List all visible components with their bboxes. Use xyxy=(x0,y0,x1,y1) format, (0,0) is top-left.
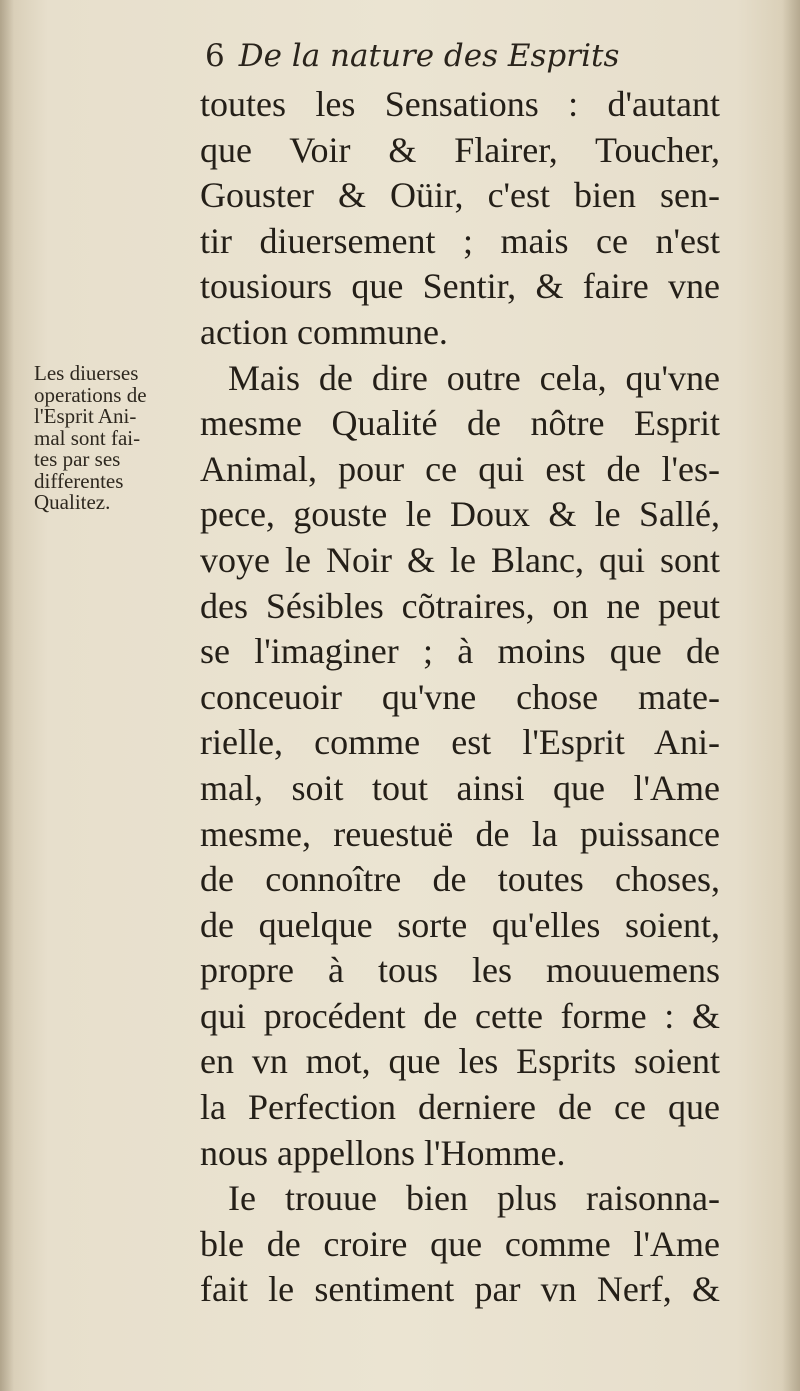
text-line: Mais de dire outre cela, qu'vne xyxy=(228,357,720,398)
marginal-note-line: Qualitez. xyxy=(34,490,111,514)
text-line: des Sésibles cõtraires, on ne peut xyxy=(200,585,720,626)
page-number: 6 xyxy=(205,38,225,74)
marginal-note-line: tes par ses xyxy=(34,447,121,471)
text-line: tousiours que Sentir, & faire vne xyxy=(200,266,720,307)
text-line: action commune. xyxy=(200,311,448,352)
text-line: ble de croire que comme l'Ame xyxy=(200,1223,720,1264)
marginal-note-line: l'Esprit Ani- xyxy=(34,404,137,428)
text-line: pece, gouste le Doux & le Sallé, xyxy=(200,494,720,535)
running-header xyxy=(205,38,725,74)
marginal-note-line: differentes xyxy=(34,468,124,493)
running-title: De la nature des Esprits xyxy=(238,38,620,74)
text-line: la Perfection derniere de ce que xyxy=(200,1087,720,1128)
text-line: propre à tous les mouuemens xyxy=(200,950,720,991)
text-line: fait le sentiment par vn Nerf, & xyxy=(200,1269,720,1310)
marginal-note-line: operations de xyxy=(34,382,147,407)
text-line: voye le Noir & le Blanc, qui sont xyxy=(200,539,720,580)
text-line: de quelque sorte qu'elles soient, xyxy=(200,904,720,945)
text-line: en vn mot, que les Esprits soient xyxy=(200,1041,720,1082)
marginal-note xyxy=(34,363,196,514)
page-gutter-shadow xyxy=(0,0,14,1391)
text-line: mesme Qualité de nôtre Esprit xyxy=(200,403,720,444)
text-line: Animal, pour ce qui est de l'es- xyxy=(200,448,720,489)
text-line: Gouster & Oüir, c'est bien sen- xyxy=(200,175,720,216)
text-line: se l'imaginer ; à moins que de xyxy=(200,631,720,672)
marginal-note-line: Les diuerses xyxy=(34,361,139,385)
body-text xyxy=(200,82,720,1313)
text-line: conceuoir qu'vne chose mate- xyxy=(200,676,720,717)
marginal-note-line: mal sont fai- xyxy=(34,425,141,450)
text-line: mesme, reuestuë de la puissance xyxy=(200,813,720,854)
text-line: de connoître de toutes choses, xyxy=(200,859,720,900)
text-line: tir diuersement ; mais ce n'est xyxy=(200,220,720,261)
text-line: mal, soit tout ainsi que l'Ame xyxy=(200,767,720,808)
text-line: Ie trouue bien plus raisonna- xyxy=(228,1178,720,1219)
text-line: qui procédent de cette forme : & xyxy=(200,995,720,1036)
text-line: que Voir & Flairer, Toucher, xyxy=(200,129,720,170)
page-edge-shadow xyxy=(782,0,800,1391)
text-line: rielle, comme est l'Esprit Ani- xyxy=(200,722,720,763)
text-line: toutes les Sensations : d'autant xyxy=(200,84,720,124)
text-line: nous appellons l'Homme. xyxy=(200,1132,566,1173)
